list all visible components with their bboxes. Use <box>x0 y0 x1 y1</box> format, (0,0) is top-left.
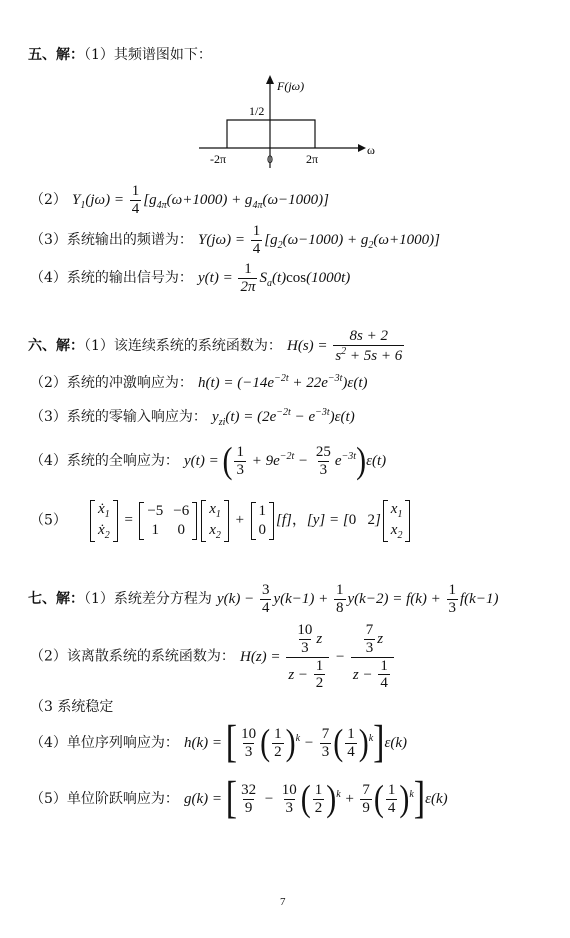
formula-unit-step-response: g(k) = [ $\frac{32}{9}$ − $\frac{10}{3}$ ( $\frac{1}{2}$ )$^k$ + $\frac{7}{9}$ ( $\frac{1}{4}$ )$^k$]ε(k) <box>184 773 448 824</box>
section-5-part-3-label: （3）系统输出的频谱为： <box>30 231 193 248</box>
section-6-line-1 <box>28 328 406 365</box>
state-derivative-vector: ẋ$_1$ ẋ$_2$ <box>90 500 118 542</box>
spectrum-y-label: F(jω) <box>277 79 305 93</box>
section-7-line-4 <box>30 717 408 768</box>
section-7-part-2-label: （2）该离散系统的系统函数为： <box>30 648 235 665</box>
formula-output-signal: y(t) = $\frac{1}{2\pi}$ $S_a(t)\cos(1000t)$ <box>198 261 351 295</box>
spectrum-level-label: 1/2 <box>249 104 265 118</box>
formula-difference-equation: y(k) − $\frac{3}{4}$ y(k−1) + $\frac{1}{8}$ y(k−2) = f(k) + $\frac{1}{3}$ f(k−1) <box>217 582 499 616</box>
section-6-line-5 <box>30 500 412 542</box>
state-vector-output: $x_1$ $x_2$ <box>383 500 411 542</box>
formula-zero-input-response: $y_{zi}(t) = (2e^{-2t} - e^{-3t})\varepsilon(t)$ <box>212 407 355 428</box>
section-6-part-4-label: （4）系统的全响应为： <box>30 452 179 469</box>
rectangular-spectrum <box>227 120 315 148</box>
section-7-part-3-text: （3 系统稳定 <box>30 699 114 715</box>
formula-Y1: $Y_1(j\omega)$ = $\frac{1}{4}$ $[g_{4\pi}(\omega+1000) + g_{4\pi}(\omega-1000)]$ <box>72 183 329 217</box>
input-matrix-B: 1 0 <box>251 502 275 540</box>
section-5-line-1 <box>28 44 212 64</box>
state-matrix-A: −5 −6 1 0 <box>139 502 197 540</box>
spectrum-figure <box>196 72 376 172</box>
section-7-part-5-label: （5）单位阶跃响应为： <box>30 790 179 807</box>
section-5-line-4 <box>30 261 350 296</box>
section-6-line-4 <box>30 440 387 482</box>
section-5-line-3 <box>30 223 440 258</box>
section-6-part-1-label: （1）该连续系统的系统函数为： <box>84 337 282 354</box>
section-7-line-1 <box>28 582 498 617</box>
section-7-line-3 <box>30 696 113 716</box>
section-6-line-3 <box>30 406 355 428</box>
section-5-part-1-text: （1）其频谱图如下： <box>84 47 212 63</box>
formula-system-function-H-z: H(z) = $\frac{10}{3}$ z z − $\frac{1}{2}$ − $\frac{7}{3}$ z z − $\frac{1}{4}$ <box>240 649 396 665</box>
vertical-axis-arrow <box>266 75 274 84</box>
section-6-part-3-label: （3）系统的零输入响应为： <box>30 409 207 425</box>
section-5-part-4-label: （4）系统的输出信号为： <box>30 269 193 286</box>
omega-axis-arrow <box>358 144 366 152</box>
section-7-line-5 <box>30 773 448 824</box>
formula-system-function-H-s: H(s) = $\frac{8s + 2}{s^2 + 5s + 6}$ <box>287 328 403 364</box>
section-7-line-2 <box>30 622 396 693</box>
formula-unit-sequence-response: h(k) = [ $\frac{10}{3}$ ( $\frac{1}{2}$ )$^k$ − $\frac{7}{3}$ ( $\frac{1}{4}$ )$^k$]ε(k) <box>184 717 408 768</box>
formula-impulse-response: $h(t) = (-14e^{-2t} + 22e^{-3t})\varepsilon(t)$ <box>198 373 368 391</box>
section-5-line-2 <box>30 183 329 218</box>
tick-label-2pi: 2π <box>306 152 319 166</box>
section-6-header: 六、解： <box>28 337 84 354</box>
section-7-header: 七、解： <box>28 590 84 607</box>
tick-label-zero: 0 <box>267 152 273 166</box>
page-number: 7 <box>280 896 286 908</box>
formula-complete-response: y(t) = ( $\frac{1}{3}$ + $9e^{-2t}$ − $\frac{25}{3}$ $e^{-3t})\varepsilon(t)$ <box>184 440 387 482</box>
formula-state-space: ẋ$_1$ ẋ$_2$ = −5 −6 1 0 $x_1$ $x_2$ + 1 0 [f]，[y] = [0 2] $x_1$ $x_2$ <box>88 512 412 528</box>
section-6-part-5-label: （5） <box>30 512 67 529</box>
spectrum-x-label: ω <box>367 143 375 157</box>
section-5-header: 五、解： <box>28 47 84 63</box>
formula-output-spectrum: Y(jω) = $\frac{1}{4}$ $[g_2(\omega-1000) + g_2(\omega+1000)]$ <box>198 223 440 257</box>
section-5-part-2-label: （2） <box>30 191 67 208</box>
tick-label-minus-2pi: -2π <box>210 152 227 166</box>
section-6-line-2 <box>30 372 368 392</box>
section-7-part-4-label: （4）单位序列响应为： <box>30 734 179 751</box>
section-6-part-2-label: （2）系统的冲激响应为： <box>30 375 193 391</box>
section-7-part-1-label: （1）系统差分方程为 <box>84 590 212 607</box>
state-vector: $x_1$ $x_2$ <box>201 500 229 542</box>
